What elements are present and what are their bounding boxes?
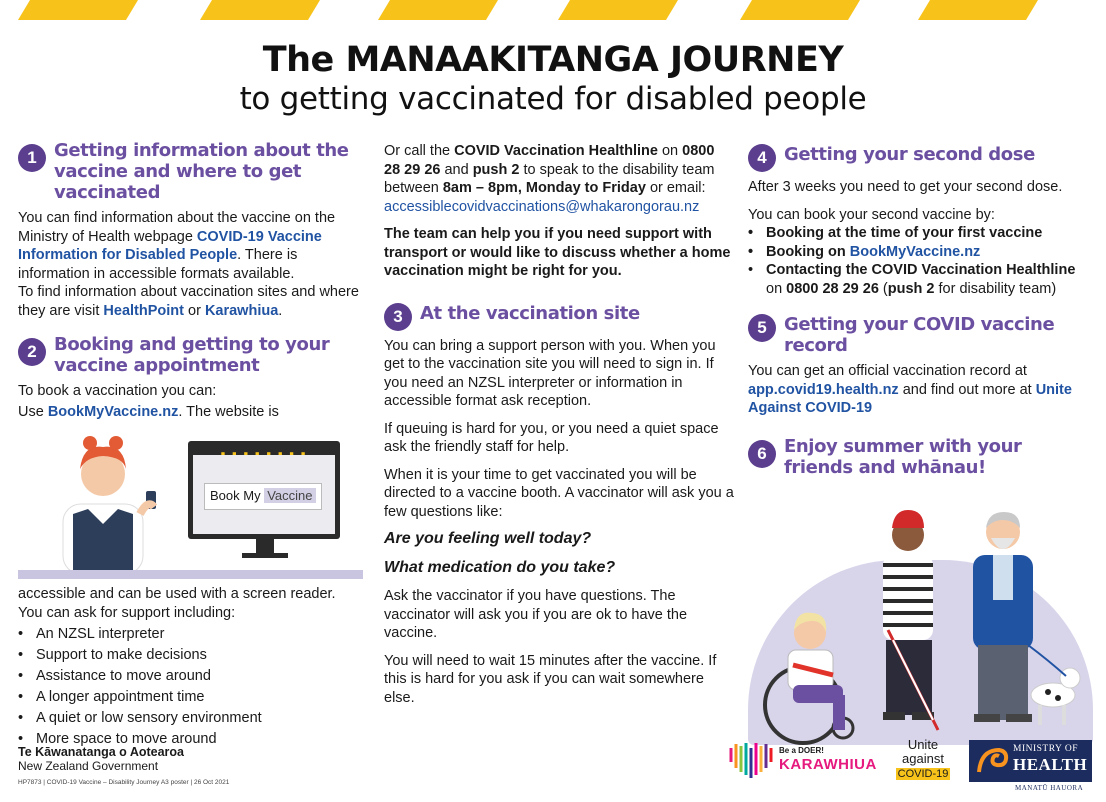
team-help-paragraph: The team can help you if you need support with transport or would like to discuss whether a home vaccination might be right for you. [384,226,731,279]
step-3-header [384,299,734,331]
moh-maori-name: MANATŪ HAUORA [1015,784,1084,792]
list-item: • Contacting the COVID Vaccination Healthline on 0800 28 29 26 (push 2 for disability team) [748,261,1093,298]
link-healthpoint[interactable]: HealthPoint [103,302,184,319]
title-line-2: to getting vaccinated for disabled people [239,81,867,117]
people-with-wheelchair-cane-dog-illustration [748,480,1093,745]
ministry-of-health-logo [969,740,1092,782]
question-1: Are you feeling well today? [384,530,592,547]
list-item: • A quiet or low sensory environment [18,708,363,729]
step-5-paragraph: You can get an official vaccination record at app.covid19.health.nz and find out more at Unite Against COVID-19 [748,363,1072,416]
step-3-paragraph-4: Ask the vaccinator if you have questions. The vaccinator will ask you if you are ok to have the vaccine. [384,588,688,641]
step-5-title: Getting your COVID vaccine record [784,314,1055,356]
list-item: • More space to move around [18,729,363,750]
link-app-covid19[interactable]: app.covid19.health.nz [748,381,899,398]
moh-line-1: MINISTRY OF [1013,744,1079,754]
step-4-paragraph-1: After 3 weeks you need to get your second dose. [748,179,1063,195]
karawhiua-heart-icon [727,740,775,780]
step-1-header [18,140,363,203]
column-1 [18,140,363,750]
step-3-paragraph-2: If queuing is hard for you, or you need a quiet space ask the friendly staff for help. [384,420,719,455]
step-number-badge: 6 [748,440,776,468]
link-unite-against-covid[interactable]: Unite Against COVID-19 [748,381,1072,416]
step-number-badge: 1 [18,144,46,172]
step-6-header [748,436,1093,478]
healthline-paragraph: Or call the COVID Vaccination Healthline on 0800 28 29 26 and push 2 to speak to the disability team between 8am – 8pm, Monday to Friday or email: accessiblecovidvaccinations@whakarongorau.nz [384,143,715,215]
friends-illustration [748,480,1093,745]
karawhiua-tagline: Be a DOER! [779,746,824,755]
karawhiua-name: KARAWHIUA [779,756,877,773]
gov-line-2: New Zealand Government [18,759,159,773]
koru-icon [973,742,1011,780]
step-6-title: Enjoy summer with your friends and whānau! [784,435,1022,478]
step-number-badge: 2 [18,338,46,366]
unite-against-covid-logo: Unite against COVID-19 [897,737,949,780]
list-item: • An NZSL interpreter [18,624,363,645]
step-number-badge: 4 [748,144,776,172]
step-2-paragraph-3: accessible and can be used with a screen reader. You can ask for support including: [18,586,336,621]
link-karawhiua[interactable]: Karawhiua [204,302,279,319]
top-hazard-stripe [0,0,1106,20]
link-email[interactable]: accessiblecovidvaccinations@whakarongorau.nz [384,198,700,215]
step-number-badge: 5 [748,314,776,342]
step-1-paragraph-1: You can find information about the vaccine on the Ministry of Health webpage COVID-19 Vaccine Information for Disabled People. There is information in accessible formats available. [18,210,336,282]
step-4-title: Getting your second dose [784,144,1035,165]
woman-with-phone-illustration [28,429,168,574]
list-item: • Assistance to move around [18,666,363,687]
bookmyvaccine-screen-label: Book My Vaccine [204,483,322,510]
step-3-title: At the vaccination site [420,302,640,324]
step-2-header [18,334,363,376]
moh-line-2: HEALTH [1013,755,1088,774]
step-5-header [748,310,1093,356]
step-3-paragraph-5: You will need to wait 15 minutes after the vaccine. If this is hard for you ask if you can wait somewhere else. [384,652,717,706]
support-list [18,624,363,750]
list-item: • A longer appointment time [18,687,363,708]
list-item: • Support to make decisions [18,645,363,666]
step-2-paragraph-1: To book a vaccination you can: [18,383,217,399]
list-item: • Booking at the time of your first vaccine [748,224,1093,243]
step-2-title: Booking and getting to your vaccine appointment [54,334,330,376]
step-3-paragraph-3: When it is your time to get vaccinated you will be directed to a vaccine booth. A vaccinator will ask you a few questions like: [384,466,734,520]
step-number-badge: 3 [384,303,412,331]
title-line-1: The MANAAKITANGA JOURNEY [262,40,844,80]
document-code: HP7873 | COVID-19 Vaccine – Disability Journey A3 poster | 26 Oct 2021 [18,779,230,786]
link-bookmyvaccine[interactable]: BookMyVaccine.nz [47,403,179,420]
link-covid-vaccine-info[interactable]: COVID-19 Vaccine Information for Disabled People [18,228,322,263]
list-item: • Booking on BookMyVaccine.nz [748,243,1093,262]
second-dose-list [748,224,1093,298]
step-1-title: Getting information about the vaccine and where to get vaccinated [54,140,349,203]
computer-monitor [188,441,340,539]
gov-line-1: Te Kāwanatanga o Aotearoa [18,745,185,759]
step-1-paragraph-2: To find information about vaccination sites and where they are visit HealthPoint or Karawhiua. [18,284,359,319]
government-footer [18,745,229,786]
step-2-paragraph-2: Use BookMyVaccine.nz. The website is [18,403,279,420]
poster-title [0,40,1106,118]
column-3 [748,140,1093,745]
step-4-header [748,140,1093,172]
link-bookmyvaccine[interactable]: BookMyVaccine.nz [849,243,981,260]
booking-illustration [18,429,367,579]
column-2 [384,140,734,716]
step-4-paragraph-2: You can book your second vaccine by: [748,206,995,223]
step-3-paragraph-1: You can bring a support person with you. When you get to the vaccination site you will need to sign in. If you need an NZSL interpreter or information in accessible format ask reception. [384,337,716,409]
karawhiua-logo [727,740,882,780]
question-2: What medication do you take? [384,558,616,576]
